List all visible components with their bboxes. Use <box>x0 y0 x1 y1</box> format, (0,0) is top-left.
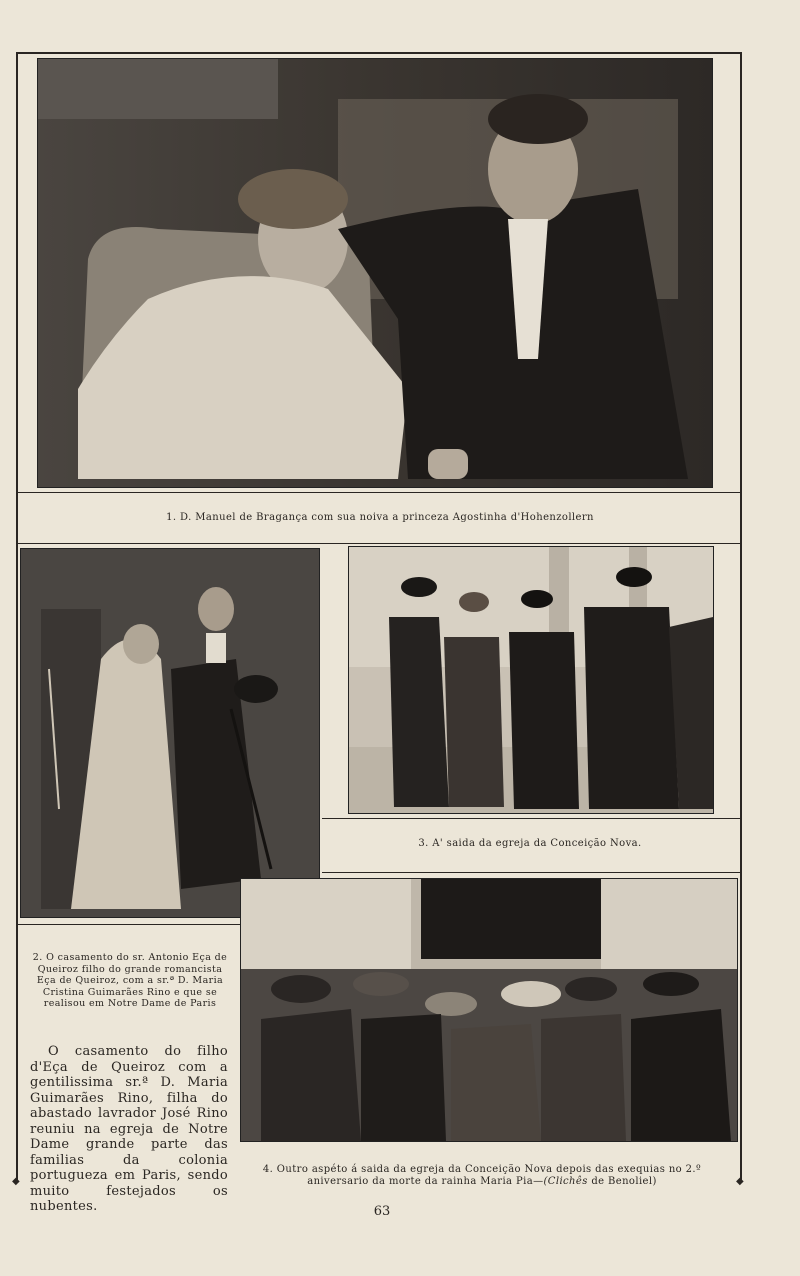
photo-royal-couple <box>37 58 713 488</box>
article-body: O casamento do filho d'Eça de Queiroz com a gentilissima sr.ª D. Maria Guimarães Rino, filha do abastado lavrador José Rino reuniu na egreja de Notre Dame grande parte das familias da colonia portugueza em Paris, sendo muito festejados os nubentes. <box>30 1044 228 1214</box>
frame-left-rule <box>16 52 18 1182</box>
frame-right-rule <box>740 52 742 1182</box>
photo-church-exit-image <box>349 547 713 813</box>
caption-2: 2. O casamento do sr. Antonio Eça de Queiroz filho do grande romancista Eça de Queiroz, com a sr.ª D. Maria Cristina Guimarães Rino e que se realisou em Notre Dame de Paris <box>32 952 228 1009</box>
page-number: 63 <box>373 1204 391 1219</box>
caption3-divider <box>322 818 742 819</box>
caption-4-end: de Benoliel) <box>587 1176 657 1187</box>
photo-wedding-notre-dame <box>20 548 320 918</box>
photo-royal-couple-image <box>38 59 712 487</box>
frame-top-rule <box>16 52 742 54</box>
photo-wedding-notre-dame-image <box>21 549 319 917</box>
caption-4-credit: (Clichês <box>543 1176 588 1187</box>
caption-3: 3. A' saida da egreja da Conceição Nova. <box>418 838 642 849</box>
caption-4-text: 4. Outro aspéto á saida da egreja da Conceição Nova depois das exequias no 2.º aniversario da morte da rainha Maria Pia— <box>262 1164 702 1187</box>
photo-crowd-church-image <box>241 879 737 1141</box>
bottom-right-ornament: ◆ <box>736 1176 744 1187</box>
row-divider-2 <box>16 543 742 544</box>
caption3-bottom-divider <box>322 872 742 873</box>
photo-church-exit <box>348 546 714 814</box>
bottom-left-ornament: ◆ <box>12 1176 20 1187</box>
photo-crowd-church <box>240 878 738 1142</box>
caption-4 <box>244 1164 720 1188</box>
row-divider-1 <box>16 492 742 493</box>
caption-1: 1. D. Manuel de Bragança com sua noiva a princeza Agostinha d'Hohenzollern <box>166 512 594 523</box>
